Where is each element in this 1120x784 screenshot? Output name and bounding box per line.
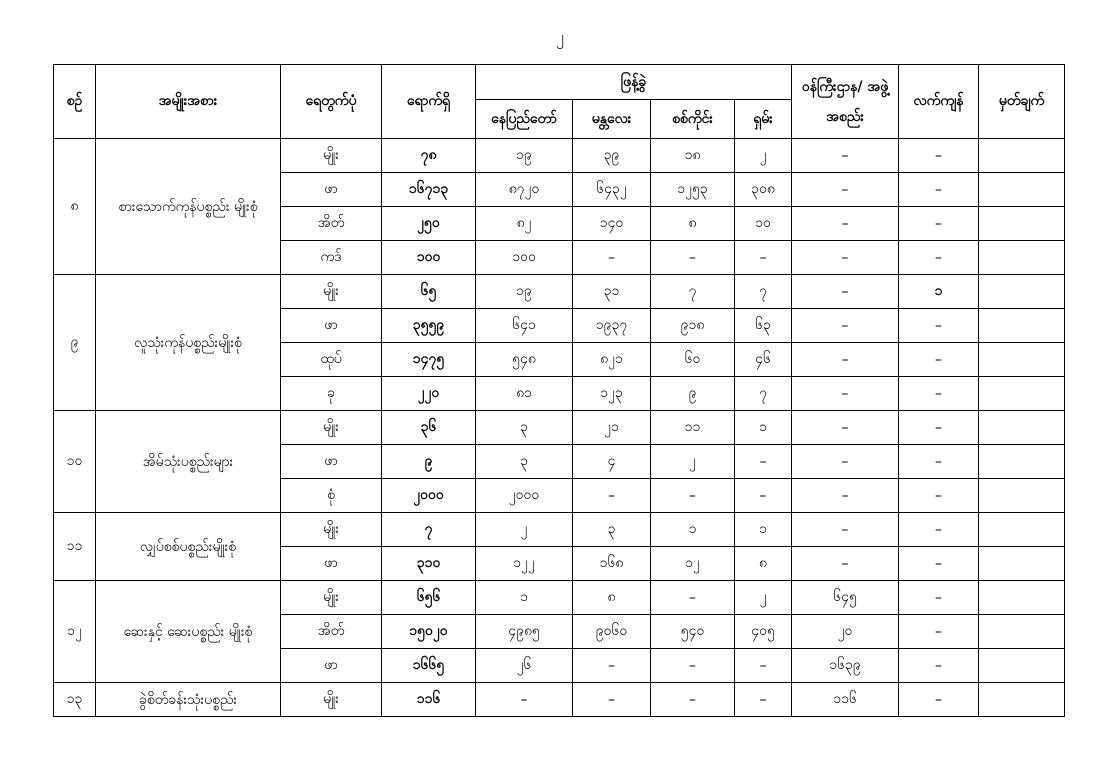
mandalay-cell: – bbox=[573, 241, 651, 275]
ministry-cell: – bbox=[792, 411, 899, 445]
header-remarks: မှတ်ချက် bbox=[979, 65, 1065, 139]
ministry-cell: – bbox=[792, 445, 899, 479]
received-cell: ၃၆ bbox=[382, 411, 476, 445]
received-cell: ၃၅၅၉ bbox=[382, 309, 476, 343]
shan-cell: ၃၀၈ bbox=[735, 173, 792, 207]
shan-cell: ၂ bbox=[735, 581, 792, 615]
remark-cell bbox=[979, 343, 1065, 377]
remark-cell bbox=[979, 615, 1065, 649]
naypyitaw-cell: ၂ bbox=[476, 513, 573, 547]
remark-cell bbox=[979, 173, 1065, 207]
sagaing-cell: ၁၈ bbox=[651, 139, 735, 173]
shan-cell: ၄၆ bbox=[735, 343, 792, 377]
mandalay-cell: – bbox=[573, 479, 651, 513]
mandalay-cell: ၁၆၈ bbox=[573, 547, 651, 581]
ministry-cell: – bbox=[792, 139, 899, 173]
ministry-cell: ၁၁၆ bbox=[792, 683, 899, 717]
mandalay-cell: – bbox=[573, 649, 651, 683]
mandalay-cell: – bbox=[573, 683, 651, 717]
category-cell: လျှပ်စစ်ပစ္စည်းမျိုးစုံ bbox=[96, 513, 281, 581]
received-cell: ၁၁၆ bbox=[382, 683, 476, 717]
ministry-cell: – bbox=[792, 343, 899, 377]
unit-cell: မျိုး bbox=[281, 513, 382, 547]
naypyitaw-cell: ၈၇၂၀ bbox=[476, 173, 573, 207]
table-body bbox=[54, 139, 1065, 717]
mandalay-cell: ၃၁ bbox=[573, 275, 651, 309]
item-number: ၁၂ bbox=[54, 581, 96, 683]
remaining-cell: – bbox=[899, 581, 979, 615]
remaining-cell: ၁ bbox=[899, 275, 979, 309]
distribution-table bbox=[53, 64, 1065, 717]
remark-cell bbox=[979, 683, 1065, 717]
ministry-cell: – bbox=[792, 207, 899, 241]
sagaing-cell: – bbox=[651, 581, 735, 615]
unit-cell: ဖာ bbox=[281, 445, 382, 479]
remaining-cell: – bbox=[899, 139, 979, 173]
shan-cell: ၈ bbox=[735, 547, 792, 581]
shan-cell: ၄၀၅ bbox=[735, 615, 792, 649]
naypyitaw-cell: ၁ bbox=[476, 581, 573, 615]
naypyitaw-cell: – bbox=[476, 683, 573, 717]
header-naypyitaw: နေပြည်တော် bbox=[476, 100, 573, 139]
sagaing-cell: – bbox=[651, 683, 735, 717]
shan-cell: ၇ bbox=[735, 377, 792, 411]
remark-cell bbox=[979, 309, 1065, 343]
remark-cell bbox=[979, 275, 1065, 309]
mandalay-cell: ၁၄၀ bbox=[573, 207, 651, 241]
sagaing-cell: ၁၁ bbox=[651, 411, 735, 445]
header-ministries: ဝန်ကြီးဌာန/ အဖွဲ့အစည်း bbox=[792, 65, 899, 139]
mandalay-cell: ၄ bbox=[573, 445, 651, 479]
remark-cell bbox=[979, 547, 1065, 581]
naypyitaw-cell: ၄၉၈၅ bbox=[476, 615, 573, 649]
received-cell: ၂၀၀၀ bbox=[382, 479, 476, 513]
mandalay-cell: ၃၉ bbox=[573, 139, 651, 173]
naypyitaw-cell: ၃ bbox=[476, 445, 573, 479]
received-cell: ၇၈ bbox=[382, 139, 476, 173]
ministry-cell: – bbox=[792, 309, 899, 343]
table-row bbox=[54, 275, 1065, 309]
unit-cell: အိတ် bbox=[281, 615, 382, 649]
ministry-cell: – bbox=[792, 513, 899, 547]
category-cell: ခွဲစိတ်ခန်းသုံးပစ္စည်း bbox=[96, 683, 281, 717]
header-count-form: ရေတွက်ပုံ bbox=[281, 65, 382, 139]
unit-cell: မျိုး bbox=[281, 139, 382, 173]
table-row bbox=[54, 581, 1065, 615]
shan-cell: ၂ bbox=[735, 139, 792, 173]
unit-cell: စုံ bbox=[281, 479, 382, 513]
category-cell: ဆေးနှင့် ဆေးပစ္စည်း မျိုးစုံ bbox=[96, 581, 281, 683]
received-cell: ၆၅၆ bbox=[382, 581, 476, 615]
unit-cell: ကဒ် bbox=[281, 241, 382, 275]
header-distributed: ဖြန့်ခွဲ bbox=[476, 65, 792, 100]
unit-cell: ထုပ် bbox=[281, 343, 382, 377]
ministry-cell: ၁၆၃၉ bbox=[792, 649, 899, 683]
shan-cell: – bbox=[735, 241, 792, 275]
remaining-cell: – bbox=[899, 207, 979, 241]
unit-cell: ဖာ bbox=[281, 173, 382, 207]
naypyitaw-cell: ၁၂၂ bbox=[476, 547, 573, 581]
remaining-cell: – bbox=[899, 411, 979, 445]
remaining-cell: – bbox=[899, 615, 979, 649]
naypyitaw-cell: ၂၀၀၀ bbox=[476, 479, 573, 513]
page-number: ၂ bbox=[556, 27, 564, 46]
remaining-cell: – bbox=[899, 479, 979, 513]
received-cell: ၁၀၀ bbox=[382, 241, 476, 275]
shan-cell: ၁ bbox=[735, 411, 792, 445]
sagaing-cell: ၅၄၀ bbox=[651, 615, 735, 649]
category-cell: လူသုံးကုန်ပစ္စည်းမျိုးစုံ bbox=[96, 275, 281, 411]
sagaing-cell: – bbox=[651, 479, 735, 513]
remaining-cell: – bbox=[899, 241, 979, 275]
header-sagaing: စစ်ကိုင်း bbox=[651, 100, 735, 139]
unit-cell: မျိုး bbox=[281, 581, 382, 615]
sagaing-cell: ၁ bbox=[651, 513, 735, 547]
item-number: ၁၁ bbox=[54, 513, 96, 581]
ministry-cell: – bbox=[792, 275, 899, 309]
unit-cell: ဖာ bbox=[281, 547, 382, 581]
mandalay-cell: ၆၄၃၂ bbox=[573, 173, 651, 207]
received-cell: ၇ bbox=[382, 513, 476, 547]
item-number: ၁၃ bbox=[54, 683, 96, 717]
remark-cell bbox=[979, 581, 1065, 615]
shan-cell: ၁၀ bbox=[735, 207, 792, 241]
sagaing-cell: ၁၂ bbox=[651, 547, 735, 581]
sagaing-cell: ၈ bbox=[651, 207, 735, 241]
received-cell: ၁၆၇၁၃ bbox=[382, 173, 476, 207]
ministry-cell: – bbox=[792, 173, 899, 207]
item-number: ၁၀ bbox=[54, 411, 96, 513]
remaining-cell: – bbox=[899, 445, 979, 479]
naypyitaw-cell: ၈၂ bbox=[476, 207, 573, 241]
sagaing-cell: ၁၂၅၃ bbox=[651, 173, 735, 207]
ministry-cell: – bbox=[792, 547, 899, 581]
remark-cell bbox=[979, 513, 1065, 547]
naypyitaw-cell: ၆၄၁ bbox=[476, 309, 573, 343]
table-row bbox=[54, 411, 1065, 445]
shan-cell: – bbox=[735, 649, 792, 683]
remark-cell bbox=[979, 445, 1065, 479]
table-row bbox=[54, 683, 1065, 717]
sagaing-cell: ၉ bbox=[651, 377, 735, 411]
shan-cell: – bbox=[735, 445, 792, 479]
ministry-cell: ၂၀ bbox=[792, 615, 899, 649]
naypyitaw-cell: ၁၀၀ bbox=[476, 241, 573, 275]
mandalay-cell: ၂၁ bbox=[573, 411, 651, 445]
ministry-cell: – bbox=[792, 479, 899, 513]
sagaing-cell: ၆၀ bbox=[651, 343, 735, 377]
category-cell: အိမ်သုံးပစ္စည်းများ bbox=[96, 411, 281, 513]
received-cell: ၁၆၆၅ bbox=[382, 649, 476, 683]
table-row bbox=[54, 139, 1065, 173]
shan-cell: ၁ bbox=[735, 513, 792, 547]
naypyitaw-cell: ၅၄၈ bbox=[476, 343, 573, 377]
remark-cell bbox=[979, 479, 1065, 513]
unit-cell: ဖာ bbox=[281, 649, 382, 683]
sagaing-cell: – bbox=[651, 241, 735, 275]
category-cell: စားသောက်ကုန်ပစ္စည်း မျိုးစုံ bbox=[96, 139, 281, 275]
mandalay-cell: ၁၂၃ bbox=[573, 377, 651, 411]
unit-cell: အိတ် bbox=[281, 207, 382, 241]
sagaing-cell: ၉၁၈ bbox=[651, 309, 735, 343]
received-cell: ၃၁၀ bbox=[382, 547, 476, 581]
shan-cell: – bbox=[735, 479, 792, 513]
header-received: ရောက်ရှိ bbox=[382, 65, 476, 139]
remark-cell bbox=[979, 411, 1065, 445]
naypyitaw-cell: ၂၆ bbox=[476, 649, 573, 683]
received-cell: ၁၅၀၂၀ bbox=[382, 615, 476, 649]
remaining-cell: – bbox=[899, 683, 979, 717]
mandalay-cell: ၈၂၁ bbox=[573, 343, 651, 377]
remark-cell bbox=[979, 241, 1065, 275]
remaining-cell: – bbox=[899, 547, 979, 581]
sagaing-cell: – bbox=[651, 649, 735, 683]
unit-cell: မျိုး bbox=[281, 275, 382, 309]
received-cell: ၂၂၀ bbox=[382, 377, 476, 411]
header-shan: ရှမ်း bbox=[735, 100, 792, 139]
remaining-cell: – bbox=[899, 343, 979, 377]
mandalay-cell: ၈ bbox=[573, 581, 651, 615]
remaining-cell: – bbox=[899, 309, 979, 343]
remaining-cell: – bbox=[899, 649, 979, 683]
naypyitaw-cell: ၁၉ bbox=[476, 275, 573, 309]
item-number: ၉ bbox=[54, 275, 96, 411]
received-cell: ၂၅၀ bbox=[382, 207, 476, 241]
ministry-cell: ၆၄၅ bbox=[792, 581, 899, 615]
unit-cell: မျိုး bbox=[281, 683, 382, 717]
remark-cell bbox=[979, 649, 1065, 683]
header-mandalay: မန္တလေး bbox=[573, 100, 651, 139]
header-no: စဉ် bbox=[54, 65, 96, 139]
remark-cell bbox=[979, 207, 1065, 241]
ministry-cell: – bbox=[792, 377, 899, 411]
remark-cell bbox=[979, 377, 1065, 411]
shan-cell: ၇ bbox=[735, 275, 792, 309]
mandalay-cell: ၃ bbox=[573, 513, 651, 547]
unit-cell: မျိုး bbox=[281, 411, 382, 445]
mandalay-cell: ၁၉၃၇ bbox=[573, 309, 651, 343]
naypyitaw-cell: ၈၁ bbox=[476, 377, 573, 411]
item-number: ၈ bbox=[54, 139, 96, 275]
unit-cell: ဖာ bbox=[281, 309, 382, 343]
sagaing-cell: ၇ bbox=[651, 275, 735, 309]
header-category: အမျိုးအစား bbox=[96, 65, 281, 139]
mandalay-cell: ၉၀၆၀ bbox=[573, 615, 651, 649]
remaining-cell: – bbox=[899, 377, 979, 411]
table-row bbox=[54, 513, 1065, 547]
shan-cell: – bbox=[735, 683, 792, 717]
naypyitaw-cell: ၃ bbox=[476, 411, 573, 445]
received-cell: ၁၄၇၅ bbox=[382, 343, 476, 377]
naypyitaw-cell: ၁၉ bbox=[476, 139, 573, 173]
remark-cell bbox=[979, 139, 1065, 173]
ministry-cell: – bbox=[792, 241, 899, 275]
unit-cell: ခု bbox=[281, 377, 382, 411]
shan-cell: ၆၃ bbox=[735, 309, 792, 343]
remaining-cell: – bbox=[899, 513, 979, 547]
received-cell: ၆၅ bbox=[382, 275, 476, 309]
sagaing-cell: ၂ bbox=[651, 445, 735, 479]
header-remaining: လက်ကျန် bbox=[899, 65, 979, 139]
received-cell: ၉ bbox=[382, 445, 476, 479]
remaining-cell: – bbox=[899, 173, 979, 207]
